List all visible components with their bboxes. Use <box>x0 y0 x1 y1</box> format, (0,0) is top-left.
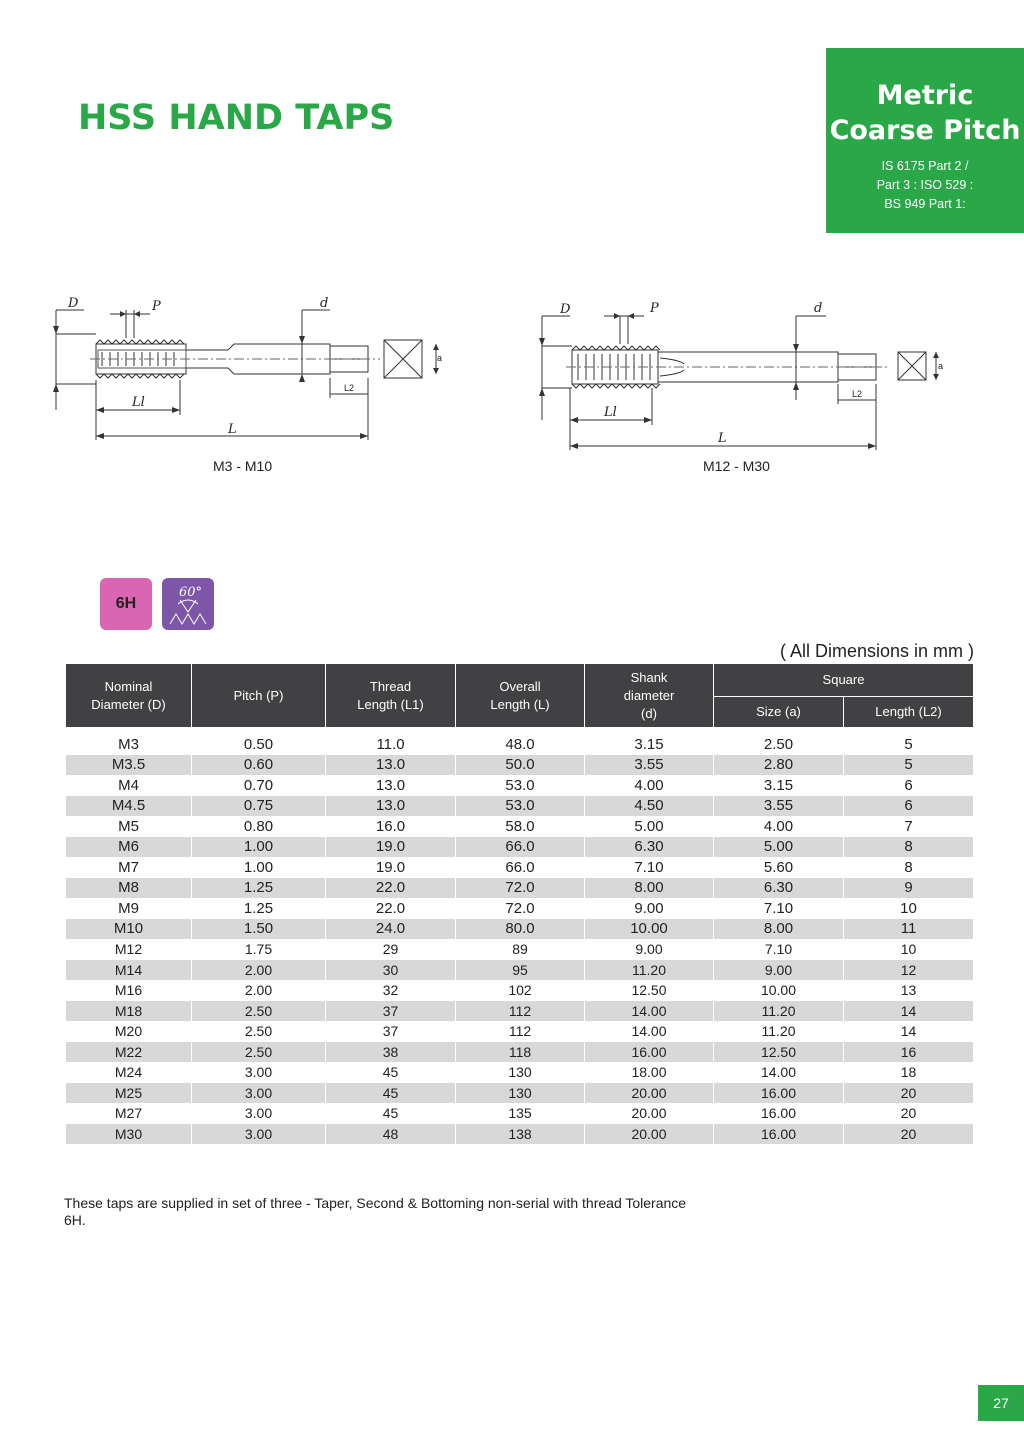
standard-ref-line1: IS 6175 Part 2 / <box>881 159 969 173</box>
table-cell: 2.00 <box>192 980 326 1001</box>
table-cell: M6 <box>66 837 192 858</box>
table-cell: M3.5 <box>66 755 192 776</box>
table-cell: 5.60 <box>714 857 844 878</box>
table-row <box>66 939 974 960</box>
table-cell: 2.50 <box>192 1001 326 1022</box>
table-cell: 0.60 <box>192 755 326 776</box>
standard-ref-line2: Part 3 : ISO 529 : <box>876 178 974 192</box>
table-cell: 135 <box>456 1103 585 1124</box>
table-cell: 20 <box>844 1083 974 1104</box>
table-cell: 112 <box>456 1021 585 1042</box>
table-row <box>66 816 974 837</box>
table-row <box>66 1062 974 1083</box>
table-cell: 2.00 <box>192 960 326 981</box>
table-cell: 5.00 <box>585 816 714 837</box>
large-label-L: L <box>718 431 727 446</box>
standard-ref-line3: BS 949 Part 1: <box>884 197 966 211</box>
table-cell: 6 <box>844 796 974 817</box>
table-cell: M25 <box>66 1083 192 1104</box>
small-label-D: D <box>68 296 79 311</box>
col-nominal-diameter <box>66 664 192 728</box>
table-cell: 20.00 <box>585 1124 714 1145</box>
table-cell: 0.75 <box>192 796 326 817</box>
table-cell: 2.50 <box>714 728 844 755</box>
small-label-d: d <box>320 296 329 311</box>
table-cell: 112 <box>456 1001 585 1022</box>
table-cell: 10.00 <box>714 980 844 1001</box>
table-cell: 7.10 <box>714 898 844 919</box>
table-row <box>66 1042 974 1063</box>
table-cell: 12.50 <box>585 980 714 1001</box>
thread-angle-icon <box>162 578 214 630</box>
table-cell: 138 <box>456 1124 585 1145</box>
table-cell: M10 <box>66 919 192 940</box>
header-nominal-line1: Nominal <box>104 678 153 694</box>
table-cell: 130 <box>456 1062 585 1083</box>
table-cell: 20.00 <box>585 1103 714 1124</box>
col-thread-length <box>326 664 456 728</box>
small-drawing-caption: M3 - M10 <box>213 458 273 474</box>
table-cell: 3.00 <box>192 1103 326 1124</box>
table-cell: 3.00 <box>192 1062 326 1083</box>
table-cell: 72.0 <box>456 898 585 919</box>
table-cell: 0.80 <box>192 816 326 837</box>
table-cell: 7.10 <box>585 857 714 878</box>
col-group-square: Square <box>714 664 974 697</box>
table-cell: 14 <box>844 1021 974 1042</box>
table-cell: 58.0 <box>456 816 585 837</box>
standard-references <box>826 157 1024 214</box>
table-cell: 3.15 <box>585 728 714 755</box>
small-label-L1: Ll <box>132 395 145 410</box>
table-cell: M12 <box>66 939 192 960</box>
table-cell: 29 <box>326 939 456 960</box>
header-overall-line1: Overall <box>499 678 541 694</box>
table-cell: 5 <box>844 728 974 755</box>
table-cell: 80.0 <box>456 919 585 940</box>
table-cell: 32 <box>326 980 456 1001</box>
table-cell: 66.0 <box>456 857 585 878</box>
small-label-P: P <box>152 299 161 314</box>
table-cell: 118 <box>456 1042 585 1063</box>
table-cell: 16.00 <box>714 1103 844 1124</box>
tap-drawings <box>0 280 1024 490</box>
table-cell: 2.50 <box>192 1021 326 1042</box>
table-cell: 38 <box>326 1042 456 1063</box>
table-cell: M9 <box>66 898 192 919</box>
table-row <box>66 1103 974 1124</box>
header-nominal-line2: Diameter (D) <box>91 696 166 712</box>
table-cell: M27 <box>66 1103 192 1124</box>
table-cell: 13.0 <box>326 796 456 817</box>
table-cell: 13.0 <box>326 775 456 796</box>
table-cell: 9.00 <box>585 898 714 919</box>
small-label-a: a <box>437 353 443 363</box>
table-cell: M22 <box>66 1042 192 1063</box>
table-row <box>66 919 974 940</box>
standard-heading-line2: Coarse Pitch <box>829 115 1021 146</box>
table-cell: 16.00 <box>714 1083 844 1104</box>
table-cell: 16.00 <box>714 1124 844 1145</box>
table-cell: 48.0 <box>456 728 585 755</box>
table-cell: 18 <box>844 1062 974 1083</box>
table-cell: 1.50 <box>192 919 326 940</box>
table-cell: M4 <box>66 775 192 796</box>
large-tap-drawing <box>520 280 960 455</box>
table-cell: 95 <box>456 960 585 981</box>
table-cell: 0.70 <box>192 775 326 796</box>
table-cell: M30 <box>66 1124 192 1145</box>
table-cell: 1.00 <box>192 857 326 878</box>
table-cell: 130 <box>456 1083 585 1104</box>
table-row <box>66 857 974 878</box>
table-cell: 16 <box>844 1042 974 1063</box>
small-label-L: L <box>228 422 237 437</box>
header-shank-line1: Shank <box>630 669 668 685</box>
table-cell: 53.0 <box>456 775 585 796</box>
table-cell: 8.00 <box>585 878 714 899</box>
table-row <box>66 960 974 981</box>
header-shank-line3: (d) <box>641 705 657 721</box>
table-cell: 37 <box>326 1021 456 1042</box>
table-cell: 14 <box>844 1001 974 1022</box>
table-cell: 2.80 <box>714 755 844 776</box>
large-label-L2: L2 <box>852 389 863 399</box>
table-cell: 19.0 <box>326 857 456 878</box>
table-cell: 2.50 <box>192 1042 326 1063</box>
table-cell: 3.00 <box>192 1124 326 1145</box>
page-title: HSS HAND TAPS <box>78 98 395 138</box>
header-overall-line2: Length (L) <box>490 696 550 712</box>
table-cell: 3.55 <box>714 796 844 817</box>
table-cell: 45 <box>326 1103 456 1124</box>
col-overall-length <box>456 664 585 728</box>
table-cell: 16.0 <box>326 816 456 837</box>
table-row <box>66 1124 974 1145</box>
table-cell: 6.30 <box>714 878 844 899</box>
large-label-a: a <box>938 361 944 371</box>
table-cell: 10 <box>844 939 974 960</box>
table-cell: 5.00 <box>714 837 844 858</box>
table-cell: 48 <box>326 1124 456 1145</box>
standard-heading <box>826 78 1024 148</box>
standard-box <box>826 48 1024 233</box>
table-row <box>66 1001 974 1022</box>
table-row <box>66 898 974 919</box>
small-label-L2: L2 <box>344 383 355 393</box>
large-label-P: P <box>650 301 659 316</box>
table-cell: M3 <box>66 728 192 755</box>
table-cell: 14.00 <box>585 1021 714 1042</box>
table-cell: M18 <box>66 1001 192 1022</box>
table-cell: 45 <box>326 1083 456 1104</box>
table-cell: 89 <box>456 939 585 960</box>
table-cell: 9 <box>844 878 974 899</box>
table-cell: 1.25 <box>192 878 326 899</box>
table-cell: 102 <box>456 980 585 1001</box>
table-cell: 11 <box>844 919 974 940</box>
table-cell: 5 <box>844 755 974 776</box>
table-cell: 14.00 <box>714 1062 844 1083</box>
small-tap-drawing <box>40 280 460 450</box>
table-cell: 30 <box>326 960 456 981</box>
table-cell: M8 <box>66 878 192 899</box>
table-cell: 24.0 <box>326 919 456 940</box>
table-cell: 20 <box>844 1103 974 1124</box>
table-cell: 53.0 <box>456 796 585 817</box>
table-cell: 22.0 <box>326 878 456 899</box>
col-square-length: Length (L2) <box>844 697 974 728</box>
large-drawing-caption: M12 - M30 <box>703 458 770 474</box>
table-cell: 4.50 <box>585 796 714 817</box>
table-cell: 4.00 <box>714 816 844 837</box>
table-cell: 11.0 <box>326 728 456 755</box>
table-cell: 7 <box>844 816 974 837</box>
tolerance-badge: 6H <box>100 578 152 630</box>
table-cell: 18.00 <box>585 1062 714 1083</box>
table-cell: 11.20 <box>714 1001 844 1022</box>
table-cell: M5 <box>66 816 192 837</box>
table-cell: 6 <box>844 775 974 796</box>
table-cell: 19.0 <box>326 837 456 858</box>
table-cell: 16.00 <box>585 1042 714 1063</box>
table-cell: 12 <box>844 960 974 981</box>
dimensions-unit-note: ( All Dimensions in mm ) <box>779 641 974 661</box>
table-cell: 1.25 <box>192 898 326 919</box>
table-cell: 4.00 <box>585 775 714 796</box>
header-thread-line2: Length (L1) <box>357 696 424 712</box>
table-cell: M20 <box>66 1021 192 1042</box>
table-cell: 8 <box>844 857 974 878</box>
col-square-size: Size (a) <box>714 697 844 728</box>
table-row <box>66 755 974 776</box>
page-number: 27 <box>978 1385 1024 1421</box>
table-cell: 11.20 <box>714 1021 844 1042</box>
table-cell: 20.00 <box>585 1083 714 1104</box>
large-label-L1: Ll <box>604 405 617 420</box>
table-cell: 8.00 <box>714 919 844 940</box>
spec-table-body <box>66 728 974 1145</box>
table-row <box>66 1021 974 1042</box>
table-cell: 3.15 <box>714 775 844 796</box>
table-row <box>66 980 974 1001</box>
table-cell: 13.0 <box>326 755 456 776</box>
table-cell: M4.5 <box>66 796 192 817</box>
table-cell: 9.00 <box>714 960 844 981</box>
col-pitch: Pitch (P) <box>192 664 326 728</box>
thread-angle-label: 60° <box>179 585 203 600</box>
table-cell: 12.50 <box>714 1042 844 1063</box>
table-cell: 9.00 <box>585 939 714 960</box>
table-cell: 10 <box>844 898 974 919</box>
footnote: These taps are supplied in set of three - Taper, Second & Bottoming non-serial with thread Tolerance 6H. <box>64 1195 687 1228</box>
tap-spec-table <box>65 663 974 1144</box>
col-shank-diameter <box>585 664 714 728</box>
table-cell: 22.0 <box>326 898 456 919</box>
table-cell: 11.20 <box>585 960 714 981</box>
large-label-D: D <box>560 302 571 317</box>
table-cell: M14 <box>66 960 192 981</box>
table-cell: 13 <box>844 980 974 1001</box>
table-cell: 37 <box>326 1001 456 1022</box>
table-row <box>66 728 974 755</box>
table-cell: 72.0 <box>456 878 585 899</box>
header-shank-line2: diameter <box>623 687 675 703</box>
table-cell: M16 <box>66 980 192 1001</box>
thread-angle-badge <box>162 578 214 630</box>
table-row <box>66 775 974 796</box>
table-cell: 1.75 <box>192 939 326 960</box>
table-cell: 14.00 <box>585 1001 714 1022</box>
table-cell: 7.10 <box>714 939 844 960</box>
table-cell: 0.50 <box>192 728 326 755</box>
table-row <box>66 1083 974 1104</box>
table-cell: 45 <box>326 1062 456 1083</box>
table-cell: 6.30 <box>585 837 714 858</box>
standard-heading-line1: Metric <box>876 80 974 111</box>
table-cell: 3.55 <box>585 755 714 776</box>
table-cell: 50.0 <box>456 755 585 776</box>
large-label-d: d <box>814 301 823 316</box>
table-cell: 3.00 <box>192 1083 326 1104</box>
table-cell: 20 <box>844 1124 974 1145</box>
table-cell: 1.00 <box>192 837 326 858</box>
table-row <box>66 796 974 817</box>
table-row <box>66 837 974 858</box>
table-cell: M24 <box>66 1062 192 1083</box>
table-cell: 8 <box>844 837 974 858</box>
table-row <box>66 878 974 899</box>
table-cell: 66.0 <box>456 837 585 858</box>
header-thread-line1: Thread <box>369 678 412 694</box>
table-cell: M7 <box>66 857 192 878</box>
table-cell: 10.00 <box>585 919 714 940</box>
